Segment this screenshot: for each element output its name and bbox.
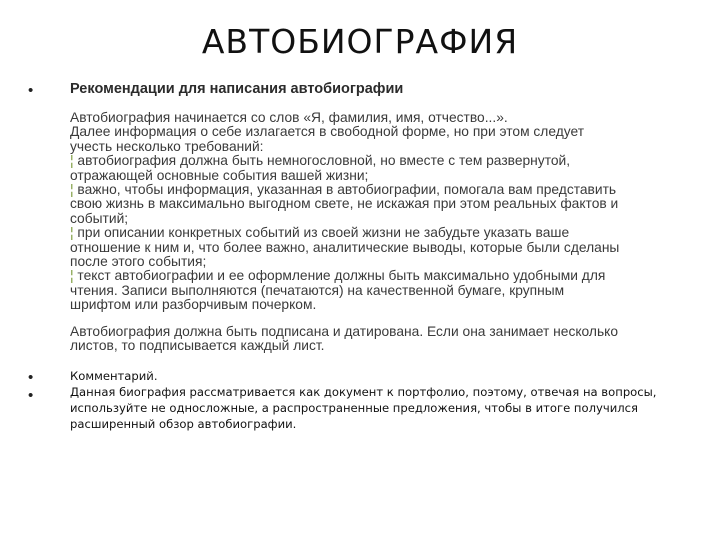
comment-line: Данная биография рассматривается как документ к портфолио, поэтому, отвечая на вопросы, — [70, 385, 657, 399]
paragraph-line: ¦ при описании конкретных событий из своей жизни не забудьте указать ваше — [70, 225, 570, 241]
paragraph-signature-note — [70, 325, 690, 354]
bullet-1: • — [28, 82, 34, 99]
paragraph-line: шрифтом или разборчивым почерком. — [70, 297, 317, 313]
paragraph-line: листов, то подписывается каждый лист. — [70, 338, 325, 354]
paragraph-line: свою жизнь в максимально выгодном свете, не искажая при этом реальных фактов и — [70, 196, 619, 212]
comment-label: Комментарий. — [70, 369, 158, 383]
paragraph-line: ¦ важно, чтобы информация, указанная в автобиографии, помогала вам представить — [70, 182, 617, 198]
paragraph-line: после этого события; — [70, 254, 207, 270]
paragraph-line: учесть несколько требований: — [70, 138, 264, 154]
section-heading: Рекомендации для написания автобиографии — [70, 81, 404, 97]
comment-line: используйте не односложные, а распространенные предложения, чтобы в итоге получился — [70, 401, 639, 415]
bullet-2: • — [28, 369, 34, 386]
paragraph-recommendations — [70, 111, 690, 313]
paragraph-line: Автобиография должна быть подписана и датирована. Если она занимает несколько — [70, 324, 619, 339]
paragraph-line: отражающей основные события вашей жизни; — [70, 167, 369, 183]
slide-title: АВТОБИОГРАФИЯ — [201, 22, 519, 61]
paragraph-line: чтения. Записи выполняются (печатаются) на качественной бумаге, крупным — [70, 282, 565, 298]
paragraph-line: Далее информация о себе излагается в свободной форме, но при этом следует — [70, 124, 585, 140]
paragraph-line: событий; — [70, 210, 129, 226]
comment-line: расширенный обзор автобиографии. — [70, 417, 297, 431]
list-marker: ¦ — [70, 153, 74, 169]
paragraph-line: Автобиография начинается со слов «Я, фамилия, имя, отчество...». — [70, 110, 508, 125]
paragraph-line: ¦ текст автобиографии и ее оформление должны быть максимально удобными для — [70, 268, 606, 284]
list-marker: ¦ — [70, 268, 74, 284]
comment-block — [70, 368, 710, 432]
paragraph-line: отношение к ним и, что более важно, аналитические выводы, которые были сделаны — [70, 239, 620, 255]
list-marker: ¦ — [70, 225, 74, 241]
paragraph-line: ¦ автобиография должна быть немногословной, но вместе с тем развернутой, — [70, 153, 571, 169]
bullet-3: • — [28, 387, 34, 404]
list-marker: ¦ — [70, 182, 74, 198]
